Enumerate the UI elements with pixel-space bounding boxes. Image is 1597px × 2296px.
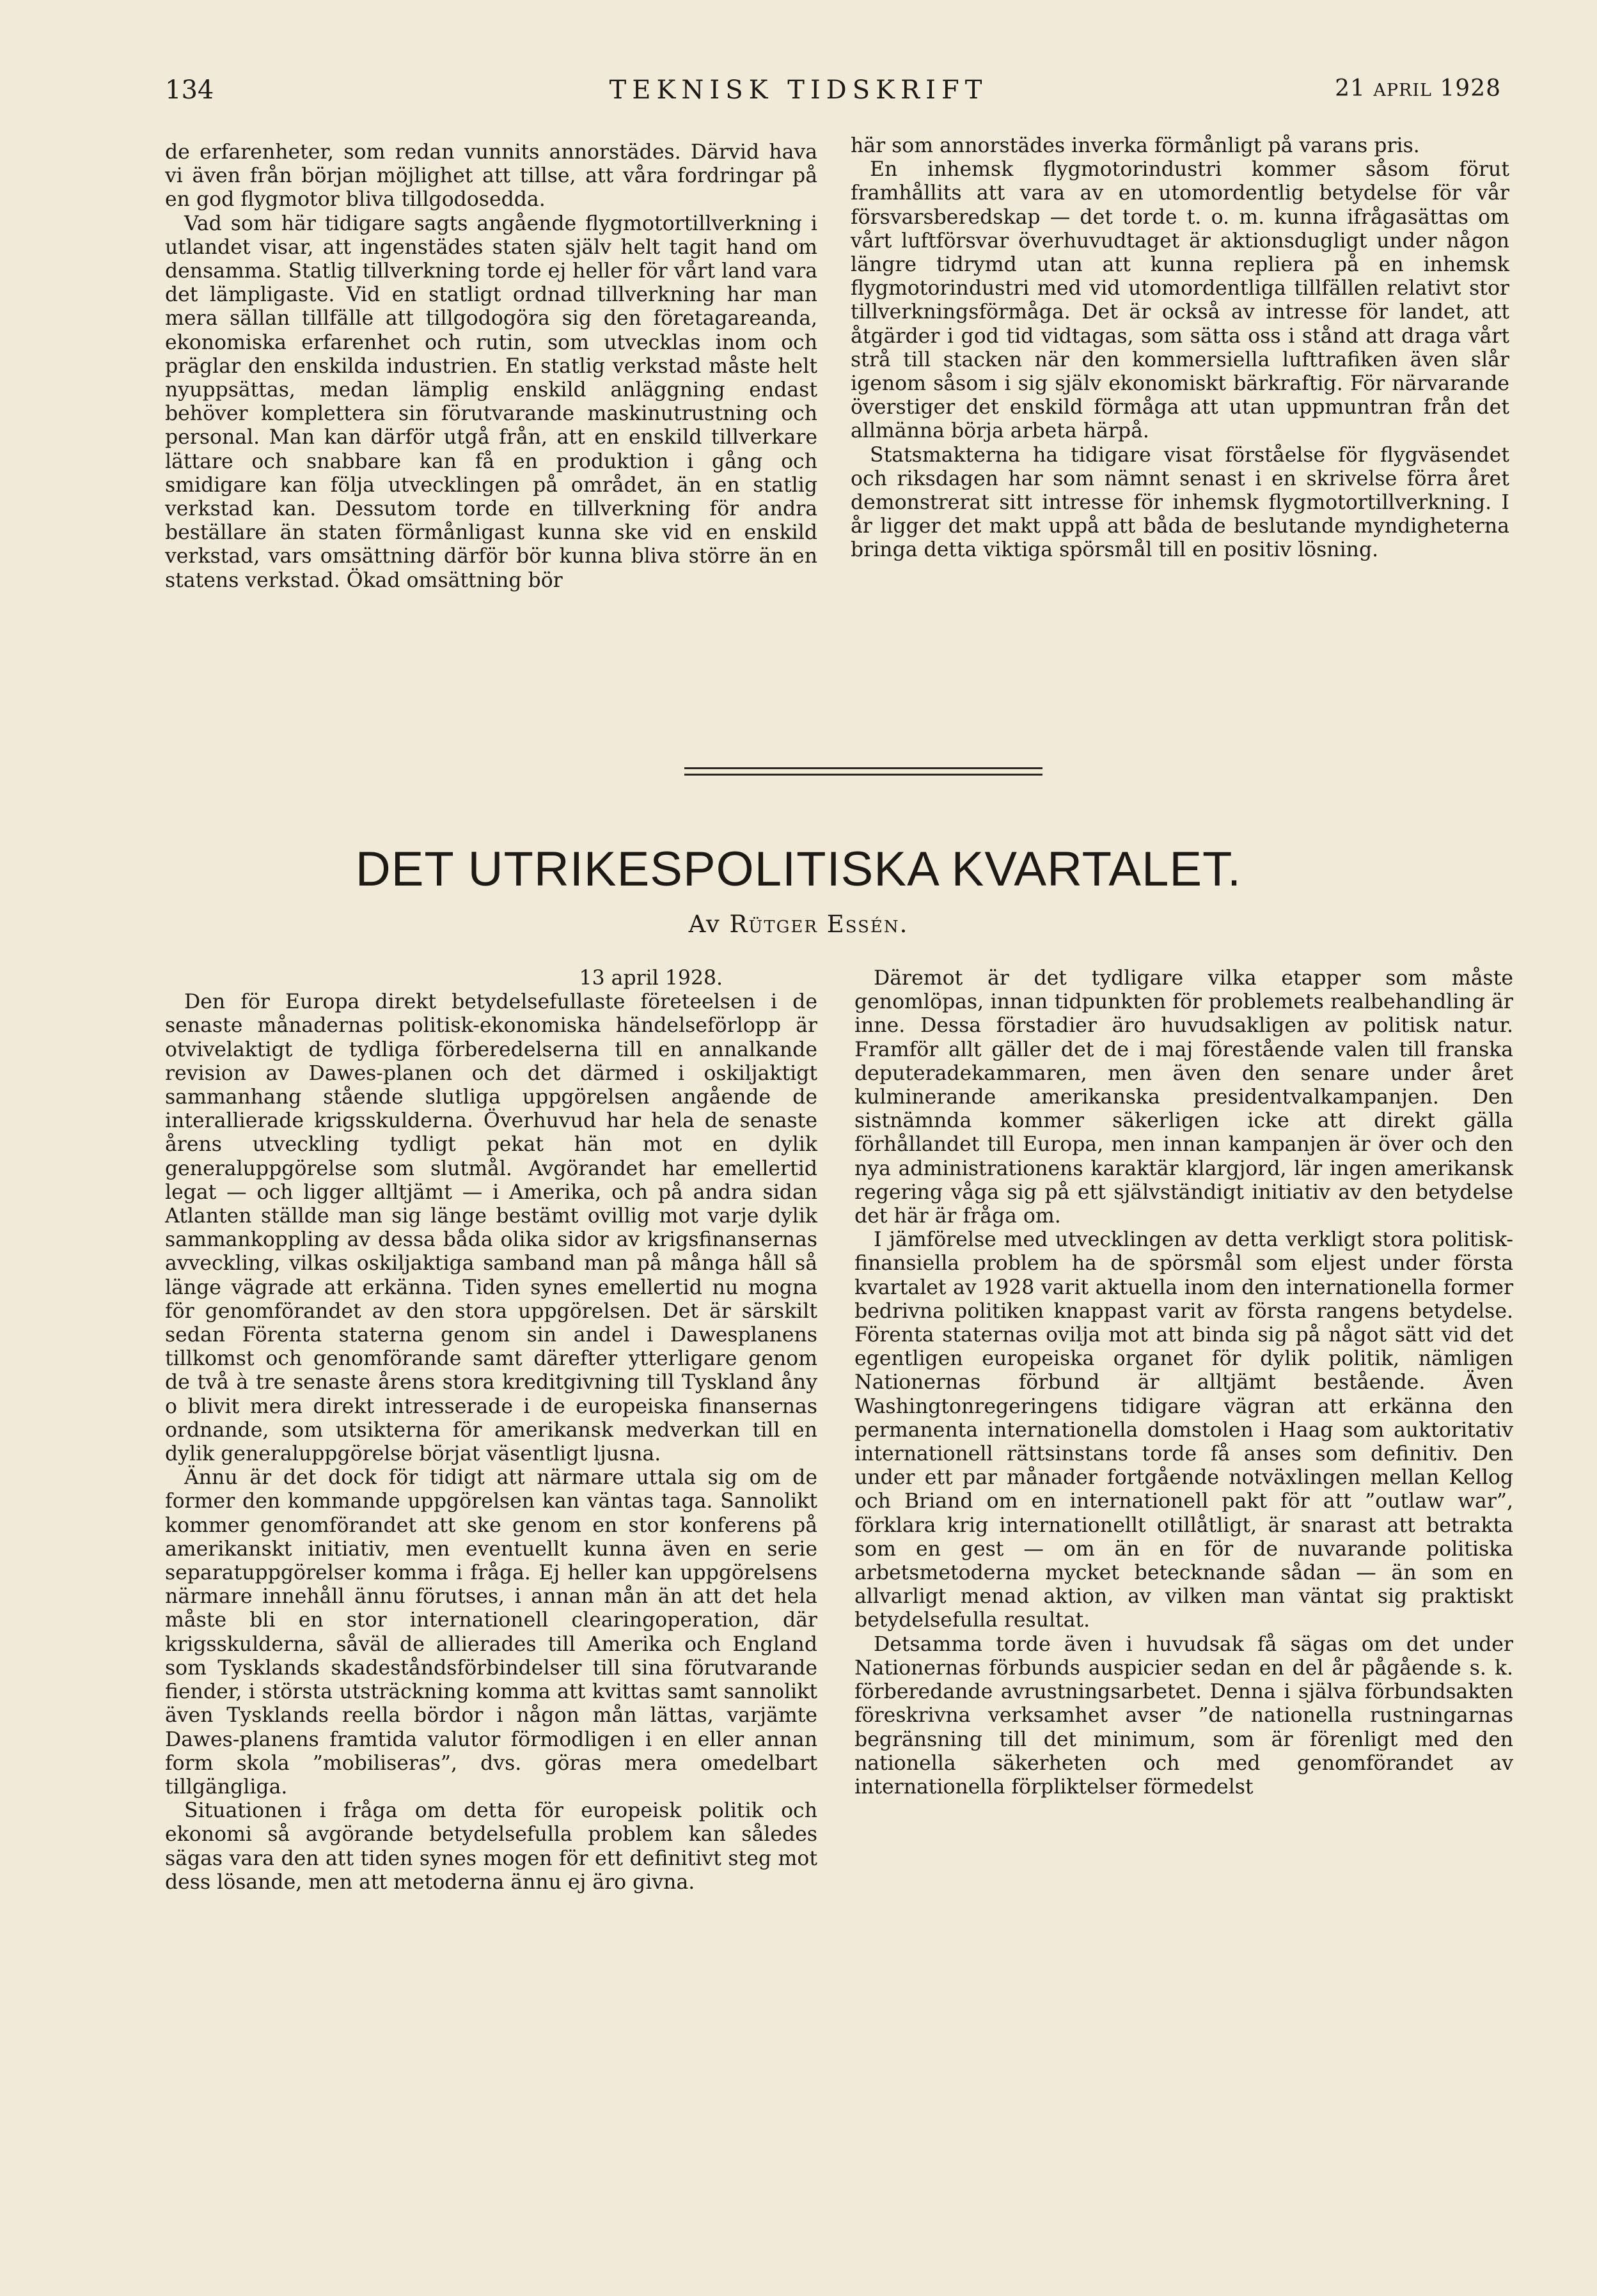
byline xyxy=(0,910,1597,938)
dateline: 13 april 1928. xyxy=(579,967,723,990)
paragraph: Den för Europa direkt betydelsefullaste företeelsen i de senaste månadernas politisk-ekonomiska händelseförlopp är otvivelaktigt de tydliga förberedelserna till en annalkande revision av Dawes-planen och det därmed i oskiljaktigt sammanhang stående slutliga uppgörelsen angående de interallierade krigsskulderna. Överhuvud har hela de senaste årens utveckling tydligt pekat hän mot en dylik generaluppgörelse som slutmål. Avgörandet har emellertid legat — och ligger alltjämt — i Amerika, och på andra sidan Atlanten ställde man sig länge bestämt ovillig mot varje dylik sammankoppling av dessa båda olika sidor av krigsfinansernas avveckling, vilkas oskiljaktiga samband man på många håll så länge vägrade att erkänna. Tiden synes emellertid nu mogna för genomförandet av den stora uppgörelsen. Det är särskilt sedan Förenta staterna genom sin andel i Dawesplanens tillkomst och genomförande samt därefter ytterligare genom de två à tre senaste årens stora kreditgivning till Tyskland åny o blivit mera direkt intresserade i de europeiska finansernas ordnande, som utsikterna för amerikansk medverkan till en dylik generaluppgörelse börjat väsentligt ljusna. xyxy=(165,990,817,1466)
paragraph: Ännu är det dock för tidigt att närmare uttala sig om de former den kommande uppgörelsen kan väntas taga. Sannolikt kommer genomförandet att ske genom en stor konferens på amerikanskt initiativ, men eventuellt kunna även en serie separatuppgörelser komma i fråga. Ej heller kan uppgörelsens närmare innehåll ännu förutses, i annan mån än att det hela måste bli en stor internationell clearingoperation, där krigsskulderna, såväl de allierades till Amerika och England som Tysklands skadeståndsförbindelser till sina förutvarande fiender, i största utsträckning komma att kvittas samt sannolikt även Tysklands reella bördor i någon mån lättas, varjämte Dawes-planens framtida valutor förmodligen i en eller annan form skola ”mobiliseras”, dvs. göras mera omedelbart tillgängliga. xyxy=(165,1466,817,1799)
running-head xyxy=(0,75,1597,120)
section-divider-rule xyxy=(684,767,1042,769)
paragraph: Däremot är det tydligare vilka etapper som måste genomlöpas, innan tidpunkten för problemets realbehandling är inne. Dessa förstadier äro huvudsakligen av politisk natur. Framför allt gäller det de i maj förestående valen till franska deputeradekammaren, men även den senare under året kulminerande amerikanska presidentvalkampanjen. Den sistnämnda kommer säkerligen icke att direkt gälla förhållandet till Europa, men innan kampanjen är över och den nya administrationens karaktär klargjord, lär ingen amerikansk regering våga sig på ett självständigt initiativ av den betydelse det här är fråga om. xyxy=(854,967,1513,1228)
article-right-column xyxy=(854,967,1513,1799)
issue-date-month: APRIL xyxy=(1373,81,1432,100)
author-name: Rütger Essén. xyxy=(729,910,909,938)
journal-title: TEKNISK TIDSKRIFT xyxy=(609,75,988,105)
article-left-column xyxy=(165,967,817,1894)
section-divider-rule xyxy=(684,774,1042,776)
paragraph: Detsamma torde även i huvudsak få sägas om det under Nationernas förbunds auspicier sedan en del år pågående s. k. förberedande avrustningsarbetet. Denna i själva förbundsakten föreskrivna verksamhet avser ”de nationella rustningarnas begränsning till det minimum, som är förenligt med den nationella säkerheten och med genomförandet av internationella förpliktelser förmedelst xyxy=(854,1632,1513,1799)
paragraph: de erfarenheter, som redan vunnits annorstädes. Därvid hava vi även från början möjlighet att tillse, att våra fordringar på en god flygmotor bliva tillgodosedda. xyxy=(165,141,817,212)
issue-date xyxy=(1335,75,1501,102)
issue-date-day: 21 xyxy=(1335,75,1365,102)
paragraph: Vad som här tidigare sagts angående flygmotortillverkning i utlandet visar, att ingenstädes staten själv helt tagit hand om densamma. Statlig tillverkning torde ej heller för vårt land vara det lämpligaste. Vid en statligt ordnad tillverkning har man mera sällan tillfälle att tillgodogöra sig den företagareanda, ekonomiska erfarenhet och rutin, som utvecklas inom och präglar den enskilda industrien. En statlig verkstad måste helt nyuppsättas, medan lämplig enskild anläggning endast behöver komplettera sin förutvarande maskinutrustning och personal. Man kan därför utgå från, att en enskild tillverkare lättare och snabbare kan få en produktion i gång och smidigare kan följa utvecklingen på området, än en statlig verkstad kan. Dessutom torde en tillverkning för andra beställare än staten förmånligast kunna ske vid en enskild verkstad, vars omsättning därför bör kunna bliva större än en statens verkstad. Ökad omsättning bör xyxy=(165,212,817,592)
paragraph: I jämförelse med utvecklingen av detta verkligt stora politisk-finansiella problem ha de spörsmål som eljest under första kvartalet av 1928 varit aktuella inom den internationella former bedrivna politiken knappast varit av första rangens betydelse. Förenta staternas ovilja mot att binda sig på något sätt vid det egentligen europeiska organet för dylik politik, nämligen Nationernas förbund är alltjämt bestående. Även Washingtonregeringens tidigare vägran att erkänna den permanenta internationella domstolen i Haag som auktoritativ internationell rättsinstans torde få anses som definitiv. Den under ett par månader fortgående notväxlingen mellan Kellog och Briand om en internationell pakt för att ”outlaw war”, förklara krig internationellt otillåtligt, är snarast att betrakta som en gest — om än en för de nuvarande politiska arbetsmetoderna mycket betecknande sådan — än som en allvarligt menad aktion, av vilken man väntat sig praktiskt betydelsefulla resultat. xyxy=(854,1228,1513,1632)
paragraph: En inhemsk flygmotorindustri kommer såsom förut framhållits att vara av en utomordentlig betydelse för vår försvarsberedskap — det torde t. o. m. kunna ifrågasättas om vårt luftförsvar överhuvudtaget är aktionsdugligt under någon längre tidrymd utan att kunna repliera på en inhemsk flygmotorindustri med vid utomordentliga tillfällen relativt stor tillverkningsförmåga. Det är också av intresse för landet, att åtgärder i god tid vidtagas, som sätta oss i stånd att draga vårt strå till stacken när den kommersiella lufttrafiken även slår igenom såsom i sig själv ekonomiskt bärkraftig. För närvarande överstiger det enskild förmåga att utan uppmuntran från det allmänna börja arbeta härpå. xyxy=(851,158,1509,443)
paragraph: Situationen i fråga om detta för europeisk politik och ekonomi så avgörande betydelsefulla problem kan således sägas vara den att tiden synes mogen för ett definitivt steg mot dess lösande, men att metoderna ännu ej äro givna. xyxy=(165,1799,817,1894)
previous-article-right-column xyxy=(851,134,1509,563)
previous-article-left-column xyxy=(165,141,817,593)
paragraph: här som annorstädes inverka förmånligt på varans pris. xyxy=(851,134,1420,157)
byline-prefix: Av xyxy=(688,910,721,938)
issue-date-year: 1928 xyxy=(1440,75,1501,102)
paragraph: Statsmakterna ha tidigare visat förståelse för flygväsendet och riksdagen har som nämnt senast i en skrivelse förra året demonstrerat sitt intresse för inhemsk flygmotortillverkning. I år ligger det makt uppå att båda de beslutande myndigheterna bringa detta viktiga spörsmål till en positiv lösning. xyxy=(851,443,1509,562)
page-number: 134 xyxy=(165,75,214,105)
article-title: DET UTRIKESPOLITISKA KVARTALET. xyxy=(355,842,1242,896)
